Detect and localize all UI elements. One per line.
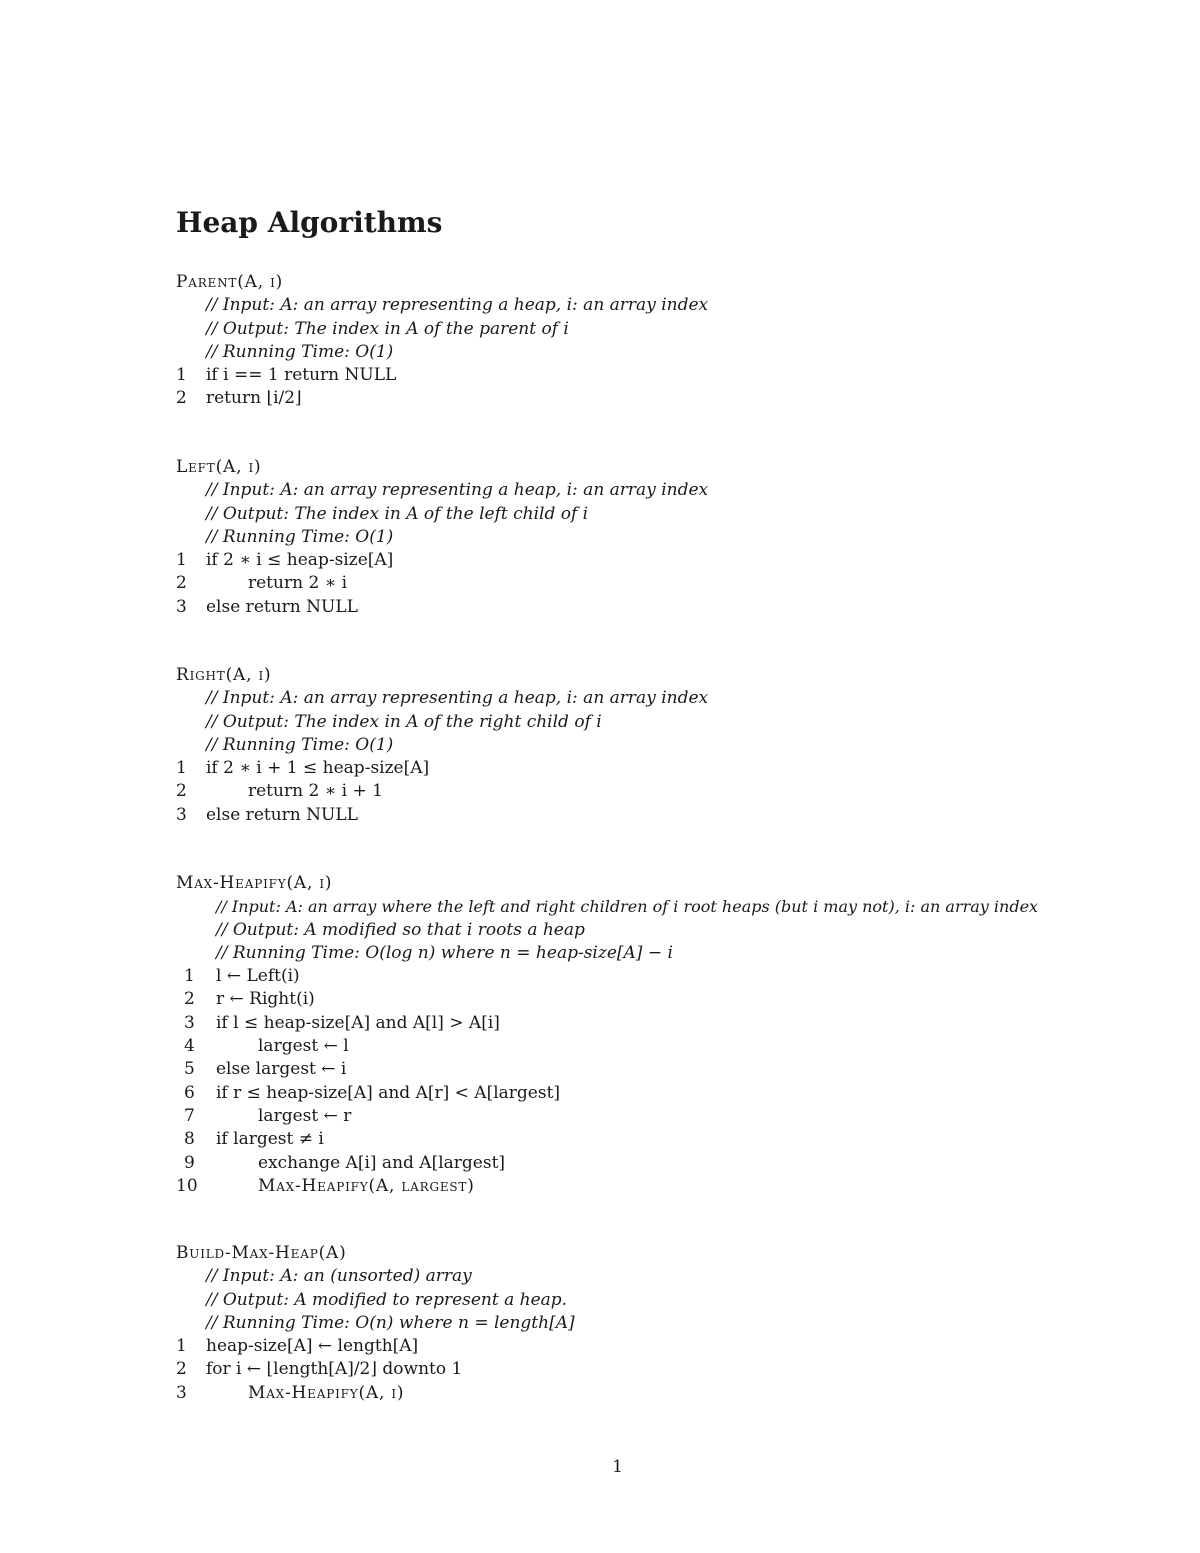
line-number: 1 (176, 550, 187, 571)
line-number: 1 (176, 1336, 187, 1357)
line-number: 1 (184, 966, 195, 987)
line-number: 5 (184, 1059, 195, 1080)
code-text: largest ← l (258, 1036, 349, 1057)
code-text: else return NULL (206, 596, 358, 617)
code-text: Max-Heapify(A, largest) (258, 1175, 475, 1196)
line-number: 6 (184, 1082, 195, 1103)
line-number: 1 (176, 365, 187, 386)
code-text: r ← Right(i) (216, 989, 315, 1010)
line-number: 3 (176, 596, 187, 617)
page-title: Heap Algorithms (176, 206, 443, 239)
code-text: Max-Heapify(A, i) (248, 1382, 405, 1403)
line-number: 1 (176, 758, 187, 779)
line-number: 2 (184, 989, 195, 1010)
code-text: if i == 1 return NULL (206, 365, 397, 386)
code-text: if 2 ∗ i + 1 ≤ heap-size[A] (206, 758, 430, 779)
line-number: 8 (184, 1129, 195, 1150)
code-text: if r ≤ heap-size[A] and A[r] < A[largest] (216, 1082, 561, 1103)
line-number: 10 (176, 1175, 198, 1196)
code-text: l ← Left(i) (216, 966, 300, 987)
line-number: 2 (176, 781, 187, 802)
line-number: 9 (184, 1152, 195, 1173)
code-text: if l ≤ heap-size[A] and A[l] > A[i] (216, 1012, 500, 1033)
document-page: Heap Algorithms Parent(A, i) // Input: A: an array representing a heap, i: an array index // Output: The index in A of the parent of i // Running Time: O(1) 1 if i == 1 return NULL 2 return ⌊i/2⌋ Left(A, i) // Input: A: an array representing a heap, i: an array index // Output: The index in A of the left child of i // Running Time: O(1) 1 if 2 ∗ i ≤ heap-size[A] 2 return 2 ∗ i 3 else return NULL Right(A, i) // Input: A: an array representing a heap, i: an array index // Output: The index in A of the right child of i // Running Time: O(1) 1 if 2 ∗ i + 1 ≤ heap-size[A] 2 return 2 ∗ i + 1 3 else return NULL Max-Heapify(A, i) // Input: A: an array where the left and right children of i root heaps (but i may not), i: an array index // Output: A modified so that i roots a heap // Running Time: O(log n) where n = heap-size[A] − i 1 l ← Left(i) 2 r ← Right(i) 3 if l ≤ heap-size[A] and A[l] > A[i] 4 largest ← l 5 else largest ← i 6 if r ≤ heap-size[A] and A[r] < A[largest] 7 largest ← r 8 if largest ≠ i 9 exchange A[i] and A[largest] 10 Max-Heapify(A, largest) Build-Max-Heap(A) // Input: A: an (unsorted) array // Output: A modified to represent a heap. // Running Time: O(n) where n = length[A] 1 heap-size[A] ← length[A] 2 for i ← ⌊length[A]/2⌋ downto 1 3 Max-Heapify(A, i) 1 (0, 0, 1200, 1553)
code-text: largest ← r (258, 1105, 352, 1126)
page-number: 1 (612, 1457, 623, 1477)
line-number: 4 (184, 1036, 195, 1057)
line-number: 2 (176, 388, 187, 409)
code-text: else return NULL (206, 804, 358, 825)
line-number: 3 (184, 1012, 195, 1033)
code-text: heap-size[A] ← length[A] (206, 1336, 419, 1357)
code-text: return 2 ∗ i (248, 573, 348, 594)
code-text: return ⌊i/2⌋ (206, 388, 302, 409)
code-text: for i ← ⌊length[A]/2⌋ downto 1 (206, 1359, 463, 1380)
code-text: if 2 ∗ i ≤ heap-size[A] (206, 550, 394, 571)
line-number: 3 (176, 1382, 187, 1403)
code-text: else largest ← i (216, 1059, 347, 1080)
code-text: return 2 ∗ i + 1 (248, 781, 383, 802)
line-number: 3 (176, 804, 187, 825)
code-text: if largest ≠ i (216, 1129, 324, 1150)
line-number: 2 (176, 1359, 187, 1380)
line-number: 2 (176, 573, 187, 594)
code-text: exchange A[i] and A[largest] (258, 1152, 506, 1173)
line-number: 7 (184, 1105, 195, 1126)
